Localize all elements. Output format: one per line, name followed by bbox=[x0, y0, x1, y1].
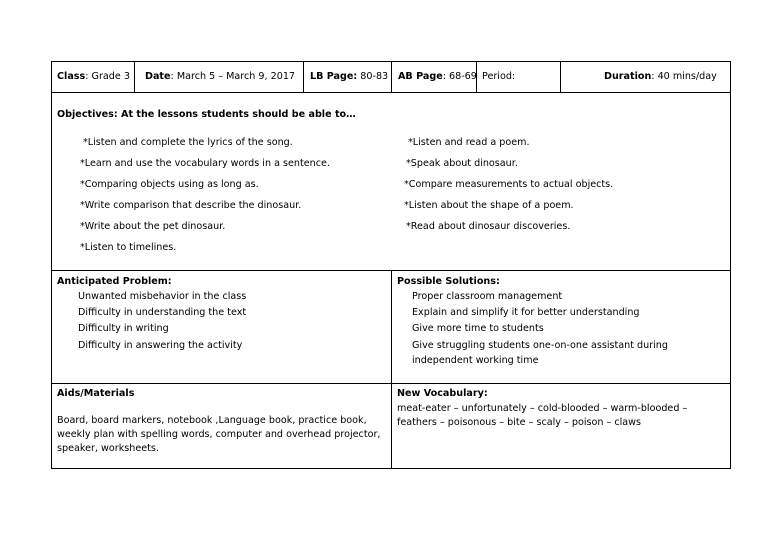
objective-left-4: *Write comparison that describe the dinosaur. bbox=[80, 200, 302, 211]
problems-title: Anticipated Problem: bbox=[57, 276, 172, 287]
aids-text: Board, board markers, notebook ,Language book, practice book, weekly plan with spelling words, computer and overhead projector, speaker, worksheets. bbox=[57, 415, 381, 454]
objective-left-1: *Listen and complete the lyrics of the song. bbox=[83, 137, 293, 148]
ab-page-value: : 68-69 bbox=[442, 71, 477, 82]
solution-item-1: Proper classroom management bbox=[412, 291, 563, 302]
lb-page-value: 80-83 bbox=[357, 71, 389, 82]
class-value: : Grade 3 bbox=[85, 71, 130, 82]
duration-value: : 40 mins/day bbox=[651, 71, 717, 82]
problem-item-2: Difficulty in understanding the text bbox=[78, 307, 247, 318]
vocabulary-text: meat-eater – unfortunately – cold-blooded – warm-blooded – feathers – poisonous – bite – scaly – poison – claws bbox=[397, 403, 688, 428]
duration-label: Duration bbox=[604, 71, 652, 82]
duration-cell bbox=[604, 71, 717, 83]
objective-left-3: *Comparing objects using as long as. bbox=[80, 179, 259, 190]
lb-page-label: LB Page: bbox=[310, 71, 358, 82]
aids-title: Aids/Materials bbox=[57, 388, 135, 399]
ab-page-cell bbox=[398, 71, 477, 83]
objective-right-2: *Speak about dinosaur. bbox=[406, 158, 518, 169]
date-value: : March 5 – March 9, 2017 bbox=[170, 71, 296, 82]
problem-item-1: Unwanted misbehavior in the class bbox=[78, 291, 247, 302]
vocabulary-title: New Vocabulary: bbox=[397, 388, 488, 399]
column-divider-lower bbox=[391, 270, 392, 469]
solutions-title: Possible Solutions: bbox=[397, 276, 500, 287]
class-cell bbox=[57, 71, 130, 83]
header-divider-3 bbox=[391, 61, 392, 92]
class-label: Class bbox=[57, 71, 86, 82]
problem-item-4: Difficulty in answering the activity bbox=[78, 340, 243, 351]
header-divider-1 bbox=[134, 61, 135, 92]
objectives-title: Objectives: At the lessons students should be able to… bbox=[57, 109, 356, 120]
row-divider-header bbox=[51, 92, 731, 93]
problem-item-3: Difficulty in writing bbox=[78, 323, 169, 334]
solution-item-5: independent working time bbox=[412, 355, 539, 366]
objective-left-6: *Listen to timelines. bbox=[80, 242, 177, 253]
header-divider-5 bbox=[560, 61, 561, 92]
ab-page-label: AB Page bbox=[398, 71, 443, 82]
date-label: Date bbox=[145, 71, 171, 82]
header-divider-2 bbox=[303, 61, 304, 92]
objective-right-5: *Read about dinosaur discoveries. bbox=[406, 221, 571, 232]
lb-page-cell bbox=[310, 71, 388, 83]
date-cell bbox=[145, 71, 295, 83]
objective-left-2: *Learn and use the vocabulary words in a sentence. bbox=[80, 158, 330, 169]
objective-right-4: *Listen about the shape of a poem. bbox=[404, 200, 574, 211]
solution-item-3: Give more time to students bbox=[412, 323, 544, 334]
period-cell bbox=[482, 71, 515, 83]
objective-right-1: *Listen and read a poem. bbox=[408, 137, 530, 148]
objective-right-3: *Compare measurements to actual objects. bbox=[404, 179, 614, 190]
solution-item-2: Explain and simplify it for better understanding bbox=[412, 307, 640, 318]
solution-item-4: Give struggling students one-on-one assistant during bbox=[412, 340, 668, 351]
objective-left-5: *Write about the pet dinosaur. bbox=[80, 221, 226, 232]
period-label: Period: bbox=[482, 71, 516, 82]
